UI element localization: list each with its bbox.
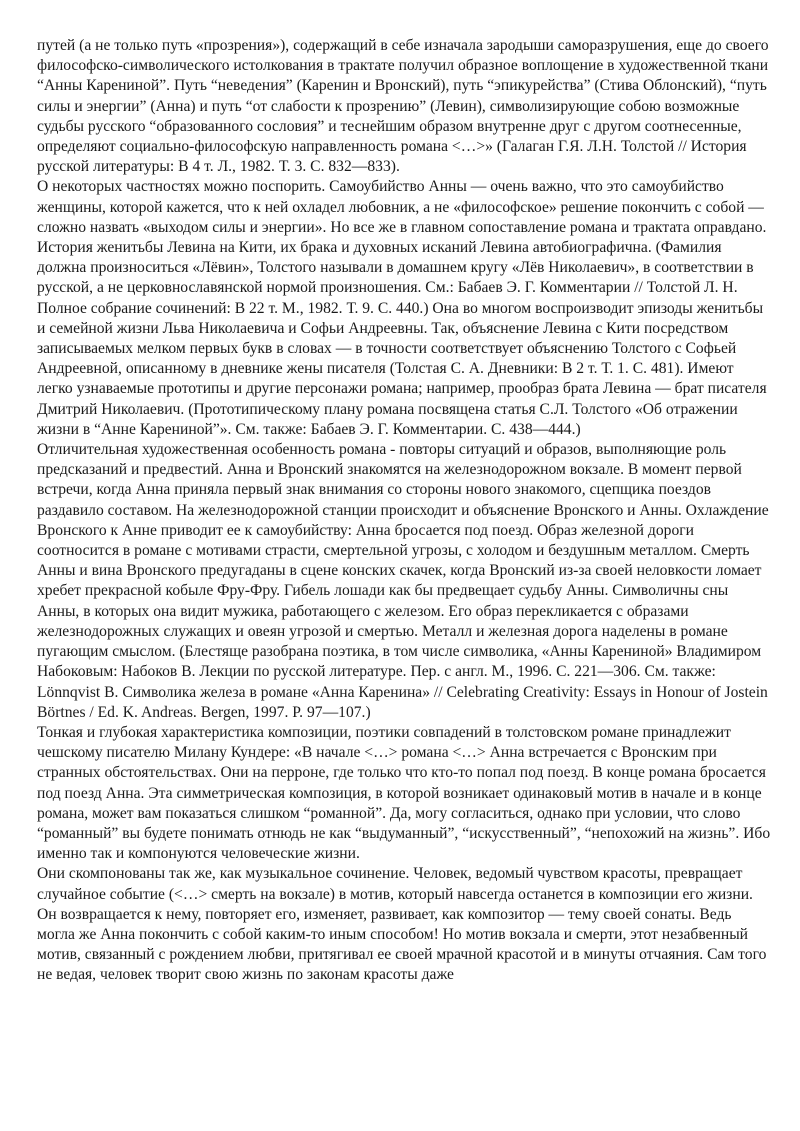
paragraph-6: Они скомпонованы так же, как музыкальное сочинение. Человек, ведомый чувством красоты, превращает случайное событие (<…> смерть на вокзале) в мотив, который навсегда останется в композиции его жизни. Он возвращается к нему, повторяет его, изменяет, развивает, как композитор — тему своей сонаты. Ведь могла же Анна покончить с собой каким-то иным способом! Но мотив вокзала и смерти, этот незабвенный мотив, связанный с рождением любви, притягивал ее своей мрачной красотой и в минуты отчаяния. Сам того не ведая, человек творит свою жизнь по законам красоты даже xyxy=(37,865,767,984)
paragraph-5: Тонкая и глубокая характеристика композиции, поэтики совпадений в толстовском романе принадлежит чешскому писателю Милану Кундере: «В начале <…> романа <…> Анна встречается с Вронским при странных обстоятельствах. Они на перроне, где только что кто-то попал под поезд. В конце романа бросается под поезд Анна. Эта симметрическая композиция, в которой возникает одинаковый мотив в начале и в конце романа, может вам показаться слишком “романной”. Да, могу согласиться, однако при условии, что слово “романный” вы будете понимать отнюдь не как “выдуманный”, “искусственный”, “непохожий на жизнь”. Ибо именно так и компонуются человеческие жизни. xyxy=(37,723,771,863)
paragraph-4: Отличительная художественная особенность романа - повторы ситуаций и образов, выполняющие роль предсказаний и предвестий. Анна и Вронский знакомятся на железнодорожном вокзале. В момент первой встречи, когда Анна приняла первый знак внимания со стороны нового знакомого, сцепщика поездов раздавило составом. На железнодорожной станции происходит и объяснение Вронского и Анны. Охлаждение Вронского к Анне приводит ее к самоубийству: Анна бросается под поезд. Образ железной дороги соотносится в романе с мотивами страсти, смертельной угрозы, с холодом и бездушным металлом. Смерть Анны и вина Вронского предугаданы в сцене конских скачек, когда Вронский из-за своей неловкости ломает хребет прекрасной кобыле Фру-Фру. Гибель лошади как бы предвещает судьбу Анны. Символичны сны Анны, в которых она видит мужика, работающего с железом. Его образ перекликается с образами железнодорожных служащих и овеян угрозой и смертью. Металл и железная дорога наделены в романе пугающим смыслом. (Блестяще разобрана поэтика, в том числе символика, «Анны Карениной» Владимиром Набоковым: Набоков В. Лекции по русской литературе. Пер. с англ. М., 1996. С. 221—306. См. также: Lönnqvist B. Символика железа в романе «Анна Каренина» // Celebrating Creativity: Essays in Honour of Jostein Börtnes / Ed. K. Andreas. Bergen, 1997. P. 97—107.) xyxy=(37,441,769,721)
paragraph-2: О некоторых частностях можно поспорить. Самоубийство Анны — очень важно, что это самоубийство женщины, которой кажется, что к ней охладел любовник, а не «философское» решение покончить с собой — сложно назвать «выходом силы и энергии». Но все же в главном сопоставление романа и трактата оправдано. xyxy=(37,178,767,236)
paragraph-1: путей (а не только путь «прозрения»), содержащий в себе изначала зародыши саморазрушения, еще до своего философско-символического истолкования в трактате получил образное воплощение в художественной ткани “Анны Карениной”. Путь “неведения” (Каренин и Вронский), путь “эпикурейства” (Стива Облонский), “путь силы и энергии” (Анна) и путь “от слабости к прозрению” (Левин), символизирующие собою возможные судьбы русского “образованного сословия” и теснейшим образом внутренне друг с другом соотнесенные, определяют социально-философскую направленность романа <…>» (Галаган Г.Я. Л.Н. Толстой // История русской литературы: В 4 т. Л., 1982. Т. 3. С. 832—833). xyxy=(37,37,769,176)
paragraph-3: История женитьбы Левина на Кити, их брака и духовных исканий Левина автобиографична. (Фамилия должна произноситься «Лёвин», Толстого называли в домашнем кругу «Лёв Николаевич», в соответствии в русской, а не церковнославянской нормой произношения. См.: Бабаев Э. Г. Комментарии // Толстой Л. Н. Полное собрание сочинений: В 22 т. М., 1982. Т. 9. С. 440.) Она во многом воспроизводит эпизоды женитьбы и семейной жизни Льва Николаевича и Софьи Андреевны. Так, объяснение Левина с Кити посредством записываемых мелком первых букв в словах — в точности соответствует объяснению Толстого с Софьей Андреевной, описанному в дневнике жены писателя (Толстая С. А. Дневники: В 2 т. Т. 1. С. 481). Имеют легко узнаваемые прототипы и другие персонажи романа; например, прообраз брата Левина — брат писателя Дмитрий Николаевич. (Прототипическому плану романа посвящена статья С.Л. Толстого «Об отражении жизни в “Анне Карениной”». См. также: Бабаев Э. Г. Комментарии. С. 438—444.) xyxy=(37,239,767,438)
